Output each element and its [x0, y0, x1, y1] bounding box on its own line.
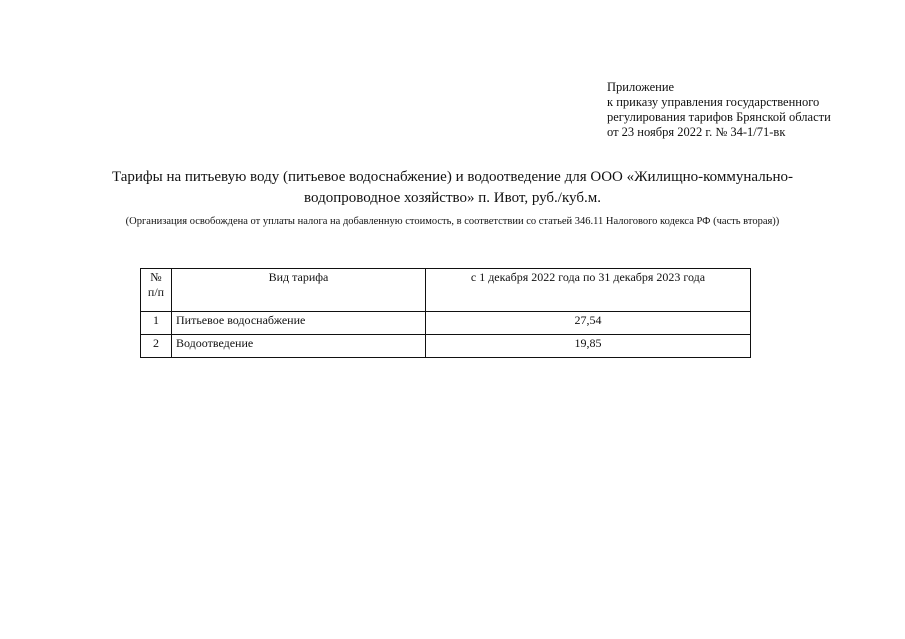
row-tariff-type: Питьевое водоснабжение: [172, 312, 426, 335]
table-header-row: [141, 269, 751, 312]
row-number: 1: [141, 312, 172, 335]
appendix-line: Приложение: [607, 80, 675, 94]
header-period: с 1 декабря 2022 года по 31 декабря 2023 года: [426, 269, 751, 312]
header-tariff-type: Вид тарифа: [172, 269, 426, 312]
table-row: [141, 312, 751, 335]
title-line-2: водопроводное хозяйство» п. Ивот, руб./куб.м.: [304, 190, 601, 206]
header-number-line-1: №: [150, 270, 162, 284]
appendix-line: к приказу управления государственного: [607, 95, 820, 109]
appendix-line: от 23 ноября 2022 г. № 34-1/71-вк: [607, 125, 786, 139]
tax-exemption-note: (Организация освобождена от уплаты налога на добавленную стоимость, в соответствии со статьей 346.11 Налогового кодекса РФ (часть вторая)): [125, 216, 780, 227]
table-row: [141, 335, 751, 358]
row-tariff-value: 19,85: [426, 335, 751, 358]
header-number: [141, 269, 172, 312]
appendix-line: регулирования тарифов Брянской области: [607, 110, 831, 124]
row-tariff-value: 27,54: [426, 312, 751, 335]
tariff-table: [140, 268, 751, 358]
document-title: [60, 167, 845, 209]
row-tariff-type: Водоотведение: [172, 335, 426, 358]
title-line-1: Тарифы на питьевую воду (питьевое водоснабжение) и водоотведение для ООО «Жилищно-коммунально-: [111, 169, 794, 185]
header-number-line-2: п/п: [147, 285, 165, 299]
appendix-block: [607, 80, 831, 140]
row-number: 2: [141, 335, 172, 358]
